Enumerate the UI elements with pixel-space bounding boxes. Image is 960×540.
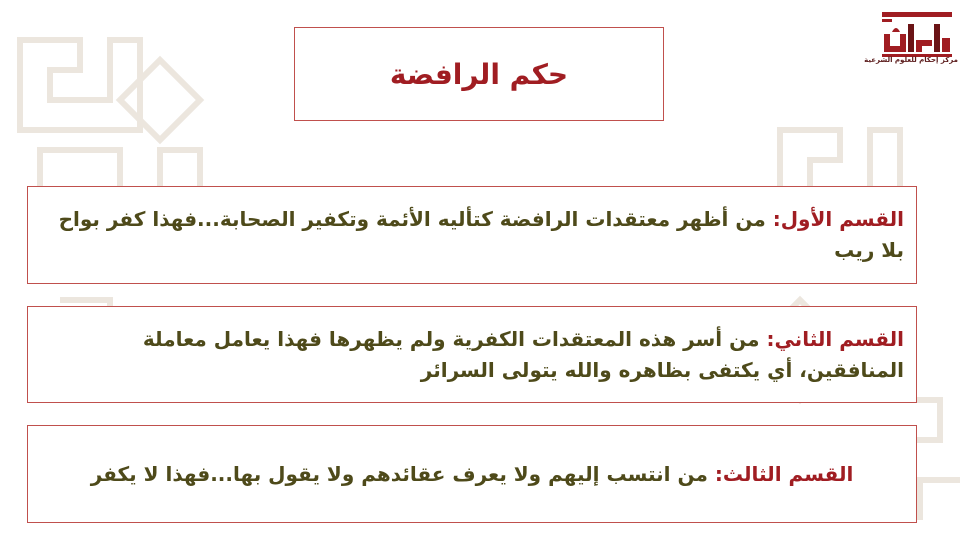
section-third-body: من انتسب إليهم ولا يعرف عقائدهم ولا يقول بها...فهذا لا يكفر xyxy=(90,461,715,486)
page-title: حكم الرافضة xyxy=(389,57,569,91)
section-third xyxy=(27,425,917,523)
section-first-text xyxy=(40,204,904,266)
section-third-text xyxy=(40,459,904,490)
title-box xyxy=(294,27,664,121)
logo-subtitle: مركز إحكام للعلوم الشرعية xyxy=(864,56,958,64)
section-second xyxy=(27,306,917,403)
section-second-body: من أسر هذه المعتقدات الكفرية ولم يظهرها فهذا يعامل معاملة المنافقين، أي يكتفى بظاهره والله يتولى السرائر xyxy=(142,326,904,382)
section-third-label: القسم الثالث: xyxy=(714,461,854,486)
section-first xyxy=(27,186,917,284)
section-second-text xyxy=(40,324,904,386)
section-first-body: من أظهر معتقدات الرافضة كتأليه الأئمة وتكفير الصحابة...فهذا كفر بواح بلا ريب xyxy=(58,207,904,262)
section-second-label: القسم الثاني: xyxy=(766,326,904,351)
section-first-label: القسم الأول: xyxy=(772,207,904,231)
